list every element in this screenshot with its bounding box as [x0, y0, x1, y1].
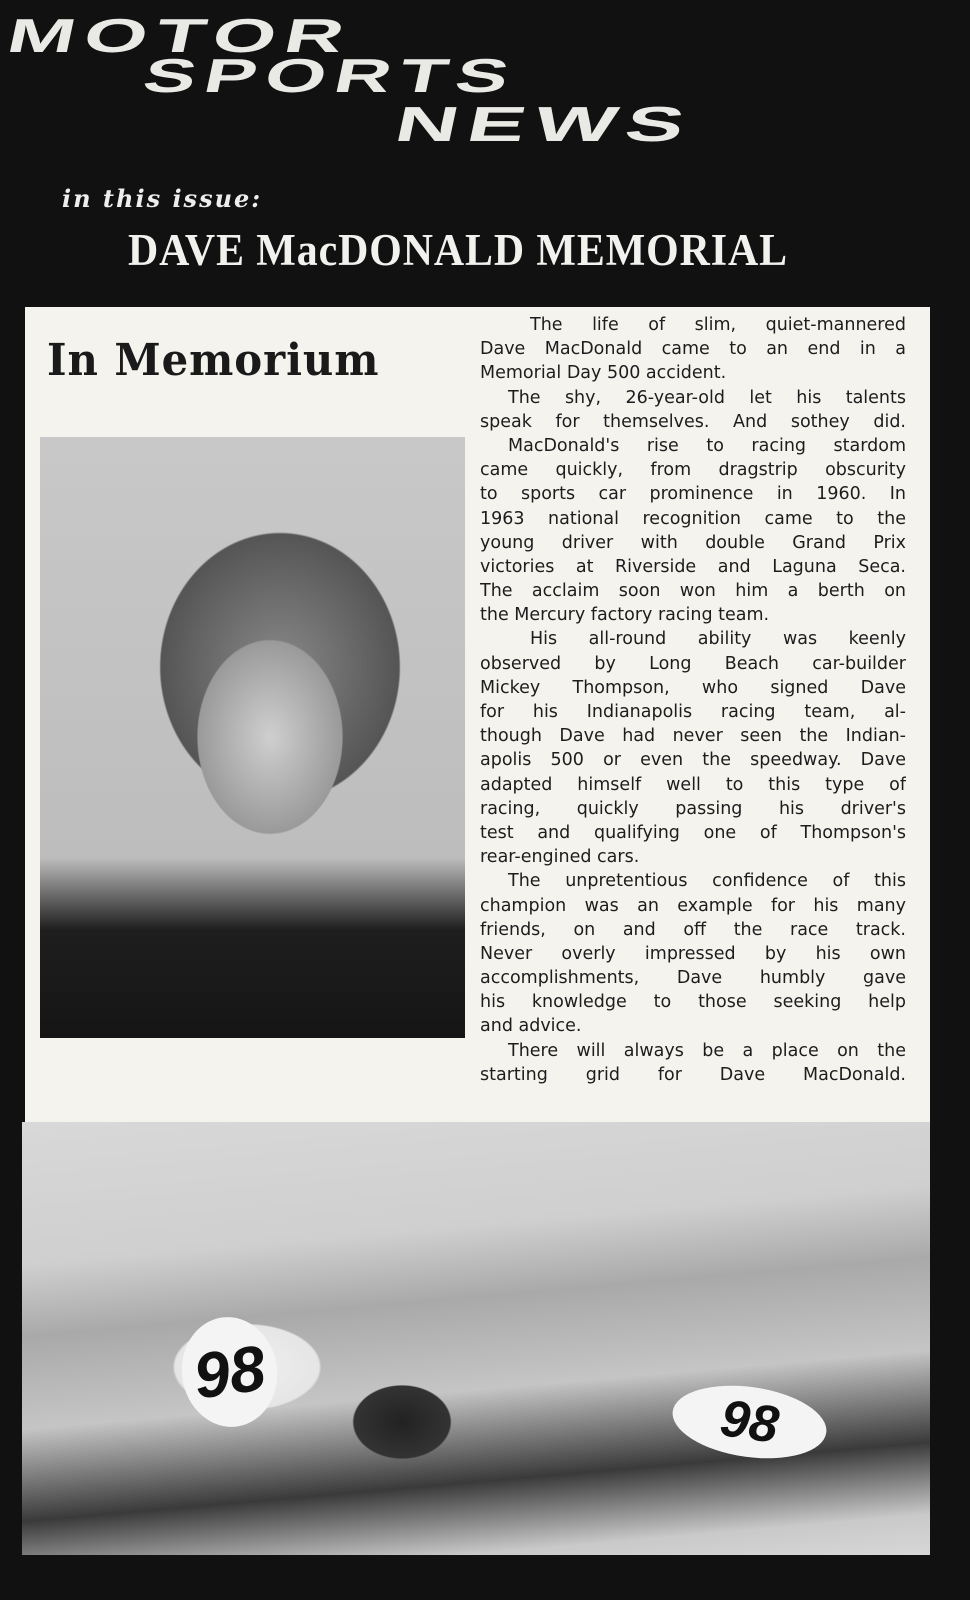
headline: DAVE MacDONALD MEMORIAL: [128, 225, 788, 275]
article-panel: [25, 307, 930, 1122]
driver-portrait-photo: [40, 437, 465, 1038]
article-line: observed by Long Beach car-builder: [480, 653, 906, 674]
article-line: victories at Riverside and Laguna Seca.: [480, 556, 906, 577]
article-line: There will always be a place on the: [508, 1040, 906, 1061]
article-line: starting grid for Dave MacDonald.: [480, 1064, 906, 1085]
article-line: champion was an example for his many: [480, 895, 906, 916]
article-line: rear-engined cars.: [480, 847, 640, 868]
article-body: [480, 313, 906, 1087]
article-line: to sports car prominence in 1960. In: [480, 484, 906, 505]
article-line: speak for themselves. And sothey did.: [480, 411, 906, 432]
article-line: young driver with double Grand Prix: [480, 532, 906, 553]
car-number-side: 98: [175, 1311, 284, 1433]
masthead-sports: SPORTS: [138, 48, 523, 103]
article-line: Mickey Thompson, who signed Dave: [480, 677, 906, 698]
article-line: The shy, 26-year-old let his talents: [508, 387, 906, 408]
article-line: test and qualifying one of Thompson's: [480, 822, 906, 843]
masthead-motor: MOTOR: [2, 8, 359, 63]
article-line: though Dave had never seen the Indian-: [480, 726, 906, 747]
section-title: In Memorium: [47, 335, 380, 386]
article-line: Memorial Day 500 accident.: [480, 363, 727, 384]
article-line: His all-round ability was keenly: [530, 629, 906, 650]
article-line: The life of slim, quiet-mannered: [530, 315, 906, 335]
article-line: friends, on and off the race track.: [480, 919, 906, 940]
race-car-photo: [22, 1122, 930, 1555]
article-line: MacDonald's rise to racing stardom: [508, 435, 906, 456]
article-line: accomplishments, Dave humbly gave: [480, 968, 906, 989]
article-line: the Mercury factory racing team.: [480, 605, 770, 626]
masthead-news: NEWS: [390, 96, 699, 153]
article-line: The acclaim soon won him a berth on: [480, 581, 906, 602]
article-line: 1963 national recognition came to the: [480, 508, 906, 529]
article-line: for his Indianapolis racing team, al-: [480, 702, 906, 722]
article-line: his knowledge to those seeking help: [480, 992, 906, 1013]
issue-label: in this issue:: [62, 184, 263, 213]
article-line: came quickly, from dragstrip obscurity: [480, 460, 906, 481]
article-line: Never overly impressed by his own: [480, 943, 906, 964]
article-line: and advice.: [480, 1016, 582, 1037]
car-number-nose: 98: [668, 1377, 831, 1468]
article-line: The unpretentious confidence of this: [508, 871, 906, 892]
article-line: apolis 500 or even the speedway. Dave: [480, 750, 906, 771]
article-line: adapted himself well to this type of: [480, 774, 906, 795]
article-line: racing, quickly passing his driver's: [480, 798, 906, 819]
article-line: Dave MacDonald came to an end in a: [480, 339, 906, 360]
